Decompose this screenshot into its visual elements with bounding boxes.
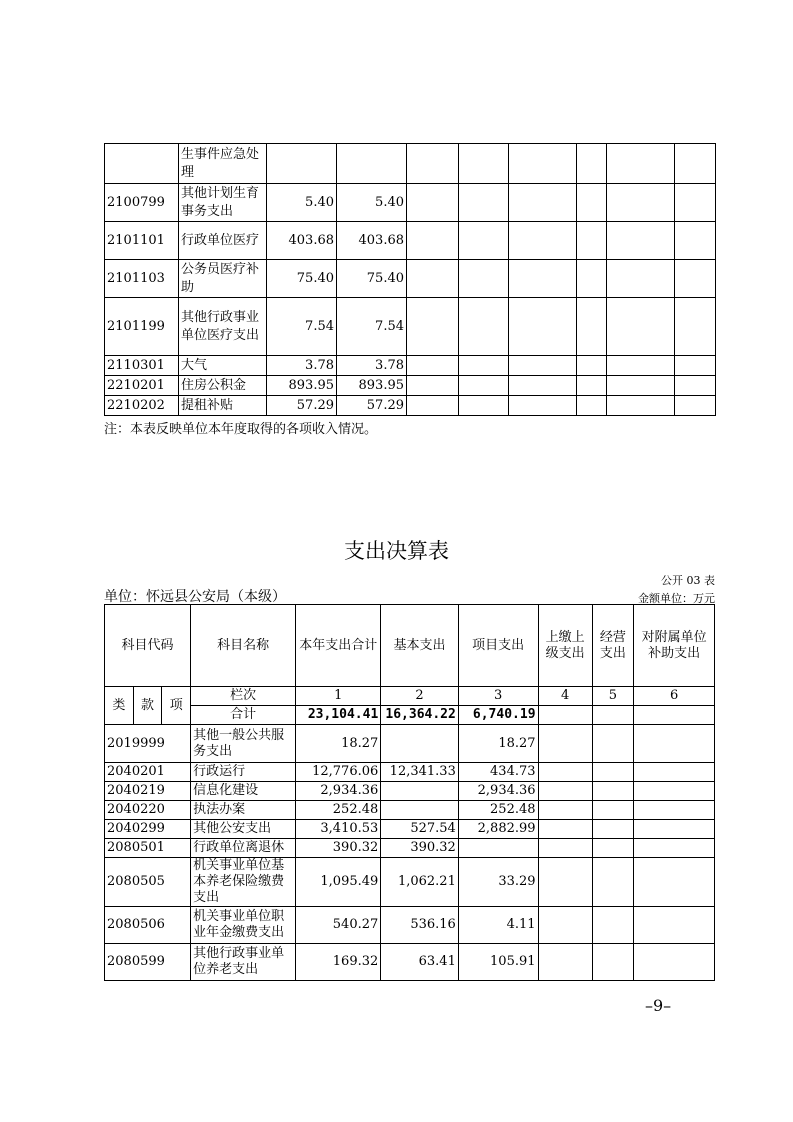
basic-cell: 527.54 — [381, 820, 459, 839]
page-number: –9– — [645, 996, 672, 1015]
code-cell: 2019999 — [105, 725, 191, 763]
total-cell: 252.48 — [296, 801, 381, 820]
total-cell: 18.27 — [296, 725, 381, 763]
name-cell: 其他公安支出 — [191, 820, 296, 839]
basic-cell: 403.68 — [337, 222, 407, 260]
header-basic: 基本支出 — [381, 605, 459, 687]
total-cell: 57.29 — [267, 396, 337, 416]
total-cell: 3,410.53 — [296, 820, 381, 839]
code-cell: 2080506 — [105, 907, 191, 944]
code-cell: 2210201 — [105, 376, 179, 396]
project-cell: 252.48 — [458, 801, 538, 820]
name-cell: 公务员医疗补助 — [179, 260, 267, 298]
name-cell: 其他一般公共服务支出 — [191, 725, 296, 763]
sum-project: 6,740.19 — [458, 706, 538, 725]
table-row — [105, 725, 715, 763]
code-cell: 2210202 — [105, 396, 179, 416]
header-upper: 上缴上级支出 — [538, 605, 592, 687]
name-cell: 其他行政事业单位养老支出 — [191, 944, 296, 981]
basic-cell: 12,341.33 — [381, 763, 459, 782]
total-cell: 169.32 — [296, 944, 381, 981]
code-cell: 2080501 — [105, 839, 191, 858]
total-cell: 893.95 — [267, 376, 337, 396]
basic-cell: 390.32 — [381, 839, 459, 858]
name-cell: 住房公积金 — [179, 376, 267, 396]
basic-cell — [381, 782, 459, 801]
col-num-6: 6 — [634, 687, 715, 706]
name-cell: 其他行政事业单位医疗支出 — [179, 298, 267, 356]
table-row — [105, 222, 716, 260]
code-cell: 2040219 — [105, 782, 191, 801]
header-name: 科目名称 — [191, 605, 296, 687]
total-cell: 403.68 — [267, 222, 337, 260]
expense-table — [104, 604, 715, 981]
header-total: 本年支出合计 — [296, 605, 381, 687]
name-cell: 生事件应急处理 — [179, 144, 267, 184]
project-cell: 2,934.36 — [458, 782, 538, 801]
project-cell: 4.11 — [458, 907, 538, 944]
basic-cell: 63.41 — [381, 944, 459, 981]
name-cell: 机关事业单位基本养老保险缴费支出 — [191, 858, 296, 907]
name-cell: 行政单位医疗 — [179, 222, 267, 260]
name-cell: 行政运行 — [191, 763, 296, 782]
name-cell: 提租补贴 — [179, 396, 267, 416]
page-title: 支出决算表 — [344, 539, 449, 563]
code-cell — [105, 144, 179, 184]
basic-cell — [337, 144, 407, 184]
table-note: 注：本表反映单位本年度取得的各项收入情况。 — [104, 422, 378, 437]
table-row — [105, 396, 716, 416]
table-row — [105, 907, 715, 944]
project-cell: 18.27 — [458, 725, 538, 763]
code-cell: 2101103 — [105, 260, 179, 298]
table-row — [105, 376, 716, 396]
col-num-3: 3 — [458, 687, 538, 706]
total-cell: 12,776.06 — [296, 763, 381, 782]
table-row — [105, 782, 715, 801]
table-row — [105, 144, 716, 184]
income-table-continued — [104, 143, 716, 416]
table-row — [105, 356, 716, 376]
total-cell: 7.54 — [267, 298, 337, 356]
header-xiang: 项 — [162, 687, 191, 725]
unit-label: 单位：怀远县公安局（本级） — [104, 589, 286, 605]
code-cell: 2040220 — [105, 801, 191, 820]
code-cell: 2040201 — [105, 763, 191, 782]
col-num-4: 4 — [538, 687, 592, 706]
table-row — [105, 858, 715, 907]
basic-cell — [381, 725, 459, 763]
basic-cell: 1,062.21 — [381, 858, 459, 907]
project-cell: 2,882.99 — [458, 820, 538, 839]
name-cell: 行政单位离退休 — [191, 839, 296, 858]
project-cell — [458, 839, 538, 858]
table-row — [105, 298, 716, 356]
table-row — [105, 260, 716, 298]
sum-total: 23,104.41 — [296, 706, 381, 725]
basic-cell: 3.78 — [337, 356, 407, 376]
header-code: 科目代码 — [105, 605, 191, 687]
name-cell: 大气 — [179, 356, 267, 376]
header-lei: 类 — [105, 687, 134, 725]
basic-cell: 75.40 — [337, 260, 407, 298]
sum-row — [105, 706, 715, 725]
total-cell: 1,095.49 — [296, 858, 381, 907]
total-cell: 5.40 — [267, 184, 337, 222]
code-cell: 2110301 — [105, 356, 179, 376]
code-cell: 2101199 — [105, 298, 179, 356]
header-kuan: 款 — [133, 687, 162, 725]
col-num-2: 2 — [381, 687, 459, 706]
table-row — [105, 839, 715, 858]
table-row — [105, 801, 715, 820]
table-row — [105, 763, 715, 782]
name-cell: 其他计划生育事务支出 — [179, 184, 267, 222]
code-cell: 2080505 — [105, 858, 191, 907]
name-cell: 执法办案 — [191, 801, 296, 820]
sum-basic: 16,364.22 — [381, 706, 459, 725]
basic-cell: 536.16 — [381, 907, 459, 944]
table-row — [105, 944, 715, 981]
form-number: 公开 03 表 — [661, 574, 715, 587]
total-cell: 540.27 — [296, 907, 381, 944]
header-subsidy: 对附属单位补助支出 — [634, 605, 715, 687]
code-cell: 2040299 — [105, 820, 191, 839]
code-cell: 2100799 — [105, 184, 179, 222]
header-lanci: 栏次 — [191, 687, 296, 706]
project-cell: 434.73 — [458, 763, 538, 782]
table-row — [105, 820, 715, 839]
total-cell: 390.32 — [296, 839, 381, 858]
basic-cell: 7.54 — [337, 298, 407, 356]
basic-cell: 57.29 — [337, 396, 407, 416]
total-cell: 2,934.36 — [296, 782, 381, 801]
total-cell: 3.78 — [267, 356, 337, 376]
col-num-1: 1 — [296, 687, 381, 706]
col-num-5: 5 — [592, 687, 633, 706]
amount-unit: 金额单位：万元 — [638, 592, 715, 605]
name-cell: 机关事业单位职业年金缴费支出 — [191, 907, 296, 944]
basic-cell: 5.40 — [337, 184, 407, 222]
sum-label: 合计 — [191, 706, 296, 725]
header-business: 经营支出 — [592, 605, 633, 687]
header-project: 项目支出 — [458, 605, 538, 687]
table-row — [105, 184, 716, 222]
basic-cell: 893.95 — [337, 376, 407, 396]
project-cell: 105.91 — [458, 944, 538, 981]
code-cell: 2080599 — [105, 944, 191, 981]
total-cell — [267, 144, 337, 184]
total-cell: 75.40 — [267, 260, 337, 298]
basic-cell — [381, 801, 459, 820]
name-cell: 信息化建设 — [191, 782, 296, 801]
code-cell: 2101101 — [105, 222, 179, 260]
project-cell: 33.29 — [458, 858, 538, 907]
